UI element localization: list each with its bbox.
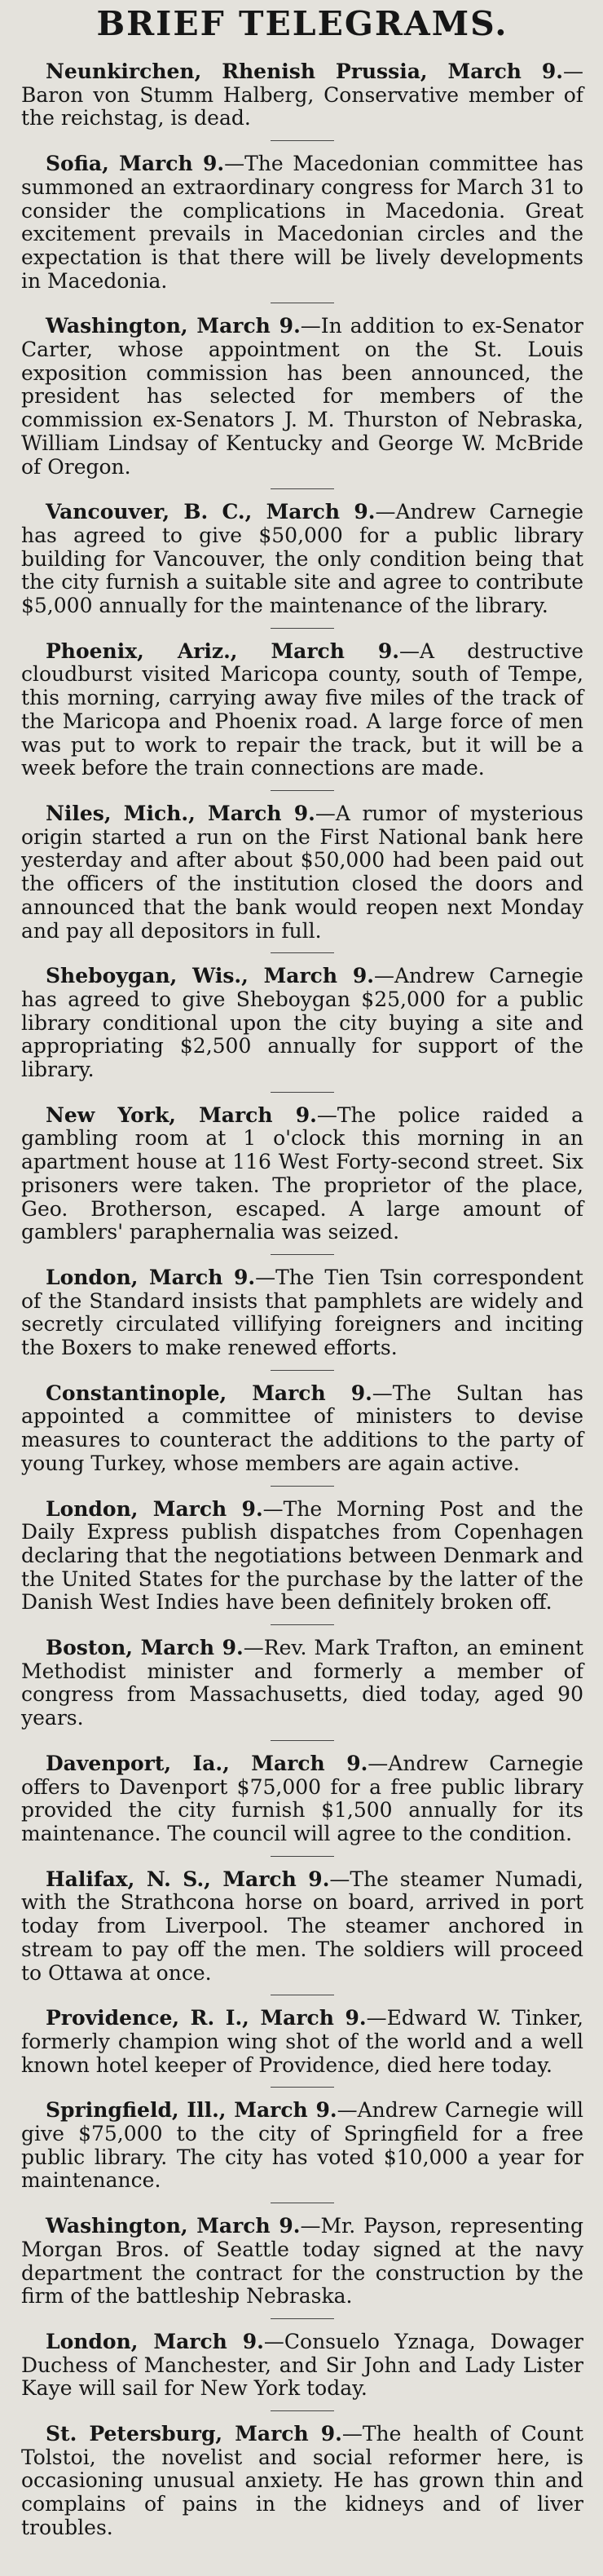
telegram-dateline: Niles, Mich., March 9. <box>46 801 315 825</box>
telegram-body: —Consuelo Yznaga, Dowager Duchess of Manchester, and Sir John and Lady Lister Kaye will sail for New York today. <box>21 2329 583 2401</box>
telegram-body: —The police raided a gambling room at 1 o'clock this morning in an apartment house at 116 West Forty-second street. Six prisoners were taken. The proprietor of the place, Geo. Brotherson, escaped. A large amount of gamblers' paraphernalia was seized. <box>21 1102 583 1244</box>
telegram-body: —Andrew Carnegie has agreed to give Sheboygan $25,000 for a public library conditional upon the city buying a site and appropriating $2,500 annually for support of the library. <box>21 964 583 1082</box>
telegram-item <box>21 303 583 488</box>
telegram-dateline: Boston, March 9. <box>46 1636 244 1660</box>
telegram-item <box>21 953 583 1092</box>
telegram-body: —A destructive cloudburst visited Maricopa county, south of Tempe, this morning, carrying away five miles of the track of the Maricopa and Phoenix road. A large force of men was put to work to repair the track, but it will be a week before the train connections are made. <box>21 638 583 780</box>
telegram-item <box>21 49 583 140</box>
telegram-dateline: Springfield, Ill., March 9. <box>46 2098 337 2123</box>
telegram-dateline: Sofia, March 9. <box>46 152 225 176</box>
telegram-item <box>21 1371 583 1486</box>
telegram-body: —The Morning Post and the Daily Express publish dispatches from Copenhagen declaring that the negotiations between Denmark and the United States for the purchase by the latter of the Danish West Indies have been definitely broken off. <box>21 1496 583 1615</box>
telegram-body: —The Macedonian committee has summoned an extraordinary congress for March 31 to consider the complications in Macedonia. Great excitement prevails in Macedonian circles and the expectation is that there will be lively developments in Macedonia. <box>21 152 583 293</box>
telegram-body: —Andrew Carnegie will give $75,000 to the city of Springfield for a free public library. The city has voted $10,000 a year for maintenance. <box>21 2098 583 2193</box>
telegram-dateline: Phoenix, Ariz., March 9. <box>46 638 400 663</box>
telegram-dateline: London, March 9. <box>46 1496 263 1521</box>
telegram-dateline: Neunkirchen, Rhenish Prussia, March 9. <box>46 60 563 83</box>
telegram-item <box>21 141 583 303</box>
telegram-item <box>21 629 583 790</box>
telegram-dateline: Halifax, N. S., March 9. <box>46 1867 330 1891</box>
telegram-body: —Mr. Payson, representing Morgan Bros. of Seattle today signed at the navy department the contract for the construction by the firm of the battleship Nebraska. <box>21 2214 584 2309</box>
telegram-list <box>21 49 583 2550</box>
telegram-body: —Baron von Stumm Halberg, Conservative member of the reichstag, is dead. <box>21 60 583 130</box>
telegram-dateline: Washington, March 9. <box>46 2214 301 2238</box>
telegram-dateline: New York, March 9. <box>46 1102 317 1127</box>
telegram-item <box>21 2088 583 2203</box>
telegram-body: —In addition to ex-Senator Carter, whose appointment on the St. Louis exposition commission has been announced, the president has selected for members of the commission ex-Senators J. M. Thurston of Nebraska, William Lindsay of Kentucky and George W. McBride of Oregon. <box>21 314 583 479</box>
telegram-dateline: Washington, March 9. <box>46 314 301 338</box>
telegram-item <box>21 2411 583 2550</box>
telegram-dateline: Davenport, Ia., March 9. <box>46 1751 368 1775</box>
telegram-item <box>21 1255 583 1370</box>
telegram-dateline: St. Petersburg, March 9. <box>46 2422 342 2446</box>
telegram-dateline: Providence, R. I., March 9. <box>46 2006 367 2030</box>
telegram-item <box>21 1741 583 1856</box>
telegram-item <box>21 1857 583 1995</box>
telegram-dateline: Sheboygan, Wis., March 9. <box>46 964 374 988</box>
telegram-item <box>21 2319 583 2410</box>
telegram-body: —Rev. Mark Trafton, an eminent Methodist minister and formerly a member of congress from Massachusetts, died today, aged 90 years. <box>21 1636 583 1730</box>
telegram-body: —The health of Count Tolstoi, the novelist and social reformer here, is occasioning unusual anxiety. He has grown thin and complains of pains in the kidneys and of liver troubles. <box>21 2422 584 2539</box>
telegram-item <box>21 1625 583 1740</box>
telegram-dateline: Vancouver, B. C., March 9. <box>46 500 376 524</box>
telegram-body: —Edward W. Tinker, formerly champion wing shot of the world and a well known hotel keeper of Providence, died here today. <box>21 2006 584 2077</box>
column-headline: BRIEF TELEGRAMS. <box>96 4 508 43</box>
telegram-dateline: London, March 9. <box>46 1265 256 1289</box>
telegram-item <box>21 791 583 952</box>
telegram-body: —A rumor of mysterious origin started a run on the First National bank here yesterday and after about $50,000 had been paid out the officers of the institution closed the doors and announced that the bank would reopen next Monday and pay all depositors in full. <box>21 801 583 943</box>
telegram-item <box>21 2203 583 2318</box>
telegram-item <box>21 489 583 628</box>
telegram-dateline: London, March 9. <box>46 2329 264 2353</box>
telegram-body: —The Sultan has appointed a committee of ministers to devise measures to counteract the additions to the party of young Turkey, whose members are again active. <box>21 1381 583 1475</box>
telegram-dateline: Constantinople, March 9. <box>46 1381 372 1405</box>
telegram-item <box>21 1487 583 1625</box>
telegram-item <box>21 1093 583 1254</box>
telegram-item <box>21 1995 583 2087</box>
telegram-body: —Andrew Carnegie has agreed to give $50,000 for a public library building for Vancouver, the only condition being that the city furnish a suitable site and agree to contribute $5,000 annually for the maintenance of the library. <box>21 500 583 618</box>
telegram-body: —The steamer Numadi, with the Strathcona horse on board, arrived in port today from Liverpool. The steamer anchored in stream to pay off the men. The soldiers will proceed to Ottawa at once. <box>21 1867 583 1985</box>
telegram-body: —The Tien Tsin correspondent of the Standard insists that pamphlets are widely and secretly circulated villifying foreigners and inciting the Boxers to make renewed efforts. <box>21 1265 583 1360</box>
telegram-body: —Andrew Carnegie offers to Davenport $75,000 for a free public library provided the city furnish $1,500 annually for its maintenance. The council will agree to the condition. <box>21 1751 583 1845</box>
